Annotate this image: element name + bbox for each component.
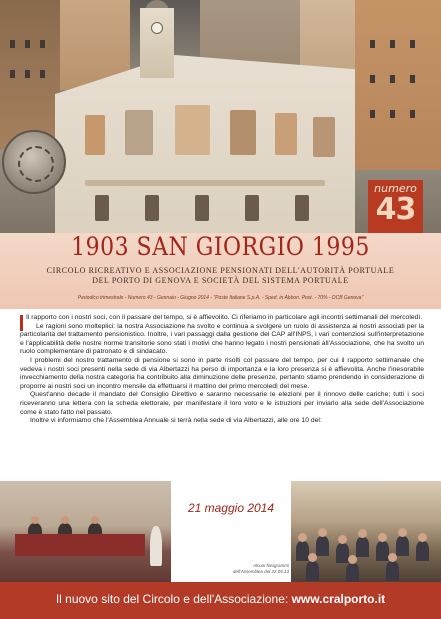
fresco xyxy=(125,110,153,155)
window xyxy=(25,70,30,78)
window xyxy=(370,110,375,118)
assembly-photo-audience xyxy=(291,481,441,582)
person-head xyxy=(31,516,39,524)
window xyxy=(40,40,45,48)
website-link[interactable]: www.cralporto.it xyxy=(291,592,386,606)
issue-badge xyxy=(368,180,423,233)
article-body xyxy=(20,314,424,426)
audience-head xyxy=(378,533,387,542)
footer-label: Il nuovo sito del Circolo e dell'Associazione: xyxy=(55,592,289,606)
article-paragraph: Quest'anno decade il mandato del Consiglio Direttivo e saranno necessarie le elezioni per il rinnovo delle cariche; tutti i soci riceveranno una lettera con la scheda elettorale, per manifestare il loro voto e le istruzioni per inviarlo alla sede dell'Associazione come è stato fatto nel passato. xyxy=(20,391,424,416)
window xyxy=(40,70,45,78)
window xyxy=(10,40,15,48)
audience-head xyxy=(338,535,347,544)
building xyxy=(355,0,441,170)
cover-photo xyxy=(0,0,441,233)
clock-tower xyxy=(140,8,174,78)
audience-head xyxy=(418,533,427,542)
event-date: 21 maggio 2014 xyxy=(187,501,275,515)
footer-text xyxy=(0,592,441,606)
audience-head xyxy=(388,553,397,562)
dropcap-bar xyxy=(20,315,23,331)
fresco xyxy=(175,105,210,155)
issue-label: numero xyxy=(374,182,417,195)
red-table-cloth xyxy=(15,534,145,556)
audience-member xyxy=(306,561,319,581)
window xyxy=(390,110,395,118)
audience-member xyxy=(416,541,429,561)
window xyxy=(410,75,415,83)
audience-member xyxy=(346,563,359,582)
cornice xyxy=(85,180,325,186)
audience-member xyxy=(396,536,409,556)
audience-member xyxy=(356,537,369,557)
window xyxy=(195,195,209,221)
window xyxy=(390,75,395,83)
window xyxy=(410,40,415,48)
window xyxy=(370,75,375,83)
window xyxy=(25,40,30,48)
lectern xyxy=(150,526,162,566)
audience-member xyxy=(316,536,329,556)
event-date-box xyxy=(171,481,291,582)
subtitle-line-2: DEL PORTO DI GENOVA E SOCIETÀ DEL SISTEMA PORTUALE xyxy=(92,276,349,285)
window xyxy=(245,195,259,221)
fresco xyxy=(275,113,297,155)
window xyxy=(390,40,395,48)
assembly-photo-table xyxy=(0,481,171,582)
clock-icon xyxy=(151,22,163,34)
audience-head xyxy=(318,528,327,537)
palazzo-san-giorgio xyxy=(55,55,355,233)
window xyxy=(145,195,159,221)
fresco xyxy=(313,117,335,157)
audience-head xyxy=(298,533,307,542)
audience-head xyxy=(398,528,407,537)
publication-info: Periodico trimestrale - Numero 43 - Gennaio - Giugno 2014 - "Poste Italiane S.p.A. - Sped. in Abbon. Post. - 70% - DCB Genova" xyxy=(77,295,364,301)
window xyxy=(410,110,415,118)
caption-line-2: dell'Assemblea del 22.05.13 xyxy=(232,568,289,574)
seal-emblem xyxy=(2,130,66,194)
fresco xyxy=(85,115,105,155)
article-paragraph: Inoltre vi informiamo che l'Assemblea Annuale si terrà nella sede di via Albertazzi, alle ore 10 del: xyxy=(30,417,322,425)
audience-head xyxy=(308,553,317,562)
issue-number: 43 xyxy=(375,192,416,227)
paragraph-text: Il rapporto con i nostri soci, con il passare del tempo, si è affievolito. Ci riferiamo in particolare agli incontri settimanali del mercoledì. xyxy=(26,314,423,321)
page-title: 1903 SAN GIORGIO 1995 xyxy=(71,233,370,262)
article-paragraph: Le ragioni sono molteplici: la nostra Associazione ha svolto e continua a svolgere un ruolo di assistenza ai nostri associati per la particolarità del trattamento pensionistico. Inoltre, i vari passaggi dalla gestione del CAP all'INPS, i vari contenziosi sull'interpretazione e l'applicabilità delle nostre norme transitorie sono stati i motivi che hanno legato i nostri pensionati all'Associazione, che ha svolto un ruolo complementare di patronato e di sindacato. xyxy=(20,322,424,356)
window xyxy=(95,195,109,221)
window xyxy=(295,195,309,221)
window xyxy=(370,40,375,48)
audience-head xyxy=(358,529,367,538)
window xyxy=(10,70,15,78)
fresco xyxy=(230,110,256,155)
audience-member xyxy=(386,561,399,581)
building xyxy=(0,0,60,150)
article-paragraph: I problemi del nostro trattamento di pensione si sono in parte risolti col passare del tempo, per cui il rapporto settimanale che vedeva i nostri soci presenti nella sede di via Albertazzi ha perso di importanza e la loro presenza si è affievolita. Anche l'inesorabile invecchiamento della nostra categoria ha contribuito alla diminuzione delle presenze, pertanto stiamo prendendo in considerazione di proporre ai nostri soci un incontro mensile da effettuarsi il mattino del primo mercoledì del mese. xyxy=(20,356,424,390)
article-paragraph xyxy=(20,314,424,323)
photo-caption xyxy=(211,563,289,574)
person-head xyxy=(61,516,69,524)
subtitle-line-1: CIRCOLO RICREATIVO E ASSOCIAZIONE PENSIONATI DELL'AUTORITÀ PORTUALE xyxy=(46,266,395,275)
footer-banner xyxy=(0,582,441,619)
audience-head xyxy=(348,555,357,564)
caption-line-1: Alcuni fotogrammi xyxy=(252,563,289,568)
person-head xyxy=(91,516,99,524)
